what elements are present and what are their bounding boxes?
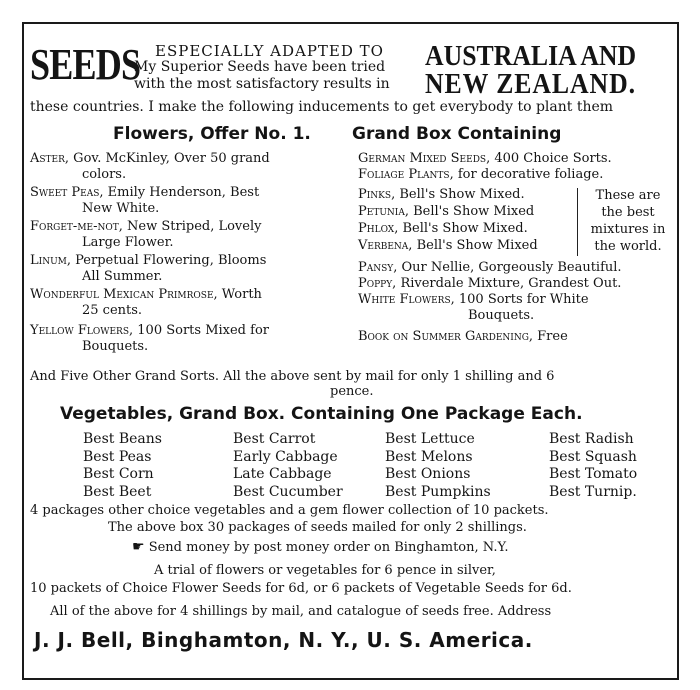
list-item: Verbena, Bell's Show Mixed xyxy=(358,238,538,253)
header-new-zealand: NEW ZEALAND. xyxy=(425,69,636,100)
list-item: Poppy, Riverdale Mixture, Grandest Out. xyxy=(358,276,622,291)
list-item: Sweet Peas, Emily Henderson, Best xyxy=(30,185,260,200)
header-results: with the most satisfactory results in xyxy=(134,76,390,92)
packages-line-2: The above box 30 packages of seeds mailed for only 2 shillings. xyxy=(108,520,527,535)
list-item: Pansy, Our Nellie, Gorgeously Beautiful. xyxy=(358,260,622,275)
veg-column-3 xyxy=(385,431,491,501)
veg-column-1 xyxy=(83,431,162,501)
list-item: Pinks, Bell's Show Mixed. xyxy=(358,187,525,202)
list-item: Yellow Flowers, 100 Sorts Mixed for xyxy=(30,323,269,338)
list-item: Best Squash xyxy=(549,448,637,465)
list-item: Best Turnip. xyxy=(549,483,637,500)
packages-line-1: 4 packages other choice vegetables and a gem flower collection of 10 packets. xyxy=(30,503,549,518)
list-item: Best Lettuce xyxy=(385,431,475,447)
flowers-right-bottom xyxy=(358,260,622,345)
veg-column-2 xyxy=(233,431,343,501)
list-item: Best Radish xyxy=(549,431,634,447)
send-money-line: ☛ Send money by post money order on Binghamton, N.Y. xyxy=(132,539,509,555)
list-item: 25 cents. xyxy=(82,303,143,318)
all-above-line: All of the above for 4 shillings by mail, and catalogue of seeds free. Address xyxy=(50,604,552,619)
list-item: Best Onions xyxy=(385,466,471,482)
list-item: White Flowers, 100 Sorts for White xyxy=(358,292,589,307)
flowers-right-top xyxy=(358,151,612,183)
flowers-right-mid xyxy=(358,186,538,254)
list-item: Wonderful Mexican Primrose, Worth xyxy=(30,287,262,302)
list-item: Late Cabbage xyxy=(233,466,332,482)
packets-line: 10 packets of Choice Flower Seeds for 6d, or 6 packets of Vegetable Seeds for 6d. xyxy=(30,581,572,596)
header-especially: ESPECIALLY ADAPTED TO xyxy=(155,42,384,60)
list-item: Bouquets. xyxy=(468,308,535,323)
list-item: All Summer. xyxy=(82,269,163,284)
list-item: Phlox, Bell's Show Mixed. xyxy=(358,221,528,236)
flowers-heading: Flowers, Offer No. 1. xyxy=(113,124,311,144)
pence-line: pence. xyxy=(330,384,374,399)
seeds-title: SEEDS xyxy=(30,40,141,89)
list-item: Large Flower. xyxy=(82,235,174,250)
bracket-note: These are the best mixtures in the world. xyxy=(590,188,666,254)
header-tried: My Superior Seeds have been tried xyxy=(134,59,386,75)
list-item: Best Melons xyxy=(385,448,473,465)
list-item: Best Tomato xyxy=(549,466,638,482)
list-item: Foliage Plants, for decorative foliage. xyxy=(358,167,604,182)
flowers-left-list xyxy=(30,151,270,355)
list-item: Best Corn xyxy=(83,466,154,482)
pointing-hand-icon: ☛ xyxy=(132,539,145,555)
list-item: Petunia, Bell's Show Mixed xyxy=(358,204,535,219)
list-item: Best Peas xyxy=(83,448,152,465)
header-australia: AUSTRALIA AND xyxy=(425,41,637,72)
vegetables-heading: Vegetables, Grand Box. Containing One Package Each. xyxy=(60,404,583,424)
list-item: Best Carrot xyxy=(233,431,316,447)
grand-box-heading: Grand Box Containing xyxy=(352,124,562,144)
list-item: colors. xyxy=(82,167,127,182)
trial-line: A trial of flowers or vegetables for 6 pence in silver, xyxy=(154,563,496,578)
list-item: Aster, Gov. McKinley, Over 50 grand xyxy=(30,151,270,166)
list-item: Linum, Perpetual Flowering, Blooms xyxy=(30,253,267,268)
list-item: Bouquets. xyxy=(82,339,149,354)
footer-address: J. J. Bell, Binghamton, N. Y., U. S. America. xyxy=(34,628,533,652)
list-item: Best Cucumber xyxy=(233,483,343,500)
list-item: Best Pumpkins xyxy=(385,483,491,500)
list-item: Forget-me-not, New Striped, Lovely xyxy=(30,219,262,234)
list-item: New White. xyxy=(82,201,160,216)
list-item: German Mixed Seeds, 400 Choice Sorts. xyxy=(358,151,612,166)
list-item: Book on Summer Gardening, Free xyxy=(358,329,568,344)
and-five-line: And Five Other Grand Sorts. All the above sent by mail for only 1 shilling and 6 xyxy=(30,369,555,384)
bracket-rule xyxy=(577,188,578,256)
header-countries: these countries. I make the following inducements to get everybody to plant them xyxy=(30,99,614,115)
veg-column-4 xyxy=(549,431,637,501)
list-item: Early Cabbage xyxy=(233,448,338,465)
list-item: Best Beet xyxy=(83,483,152,500)
list-item: Best Beans xyxy=(83,431,162,447)
